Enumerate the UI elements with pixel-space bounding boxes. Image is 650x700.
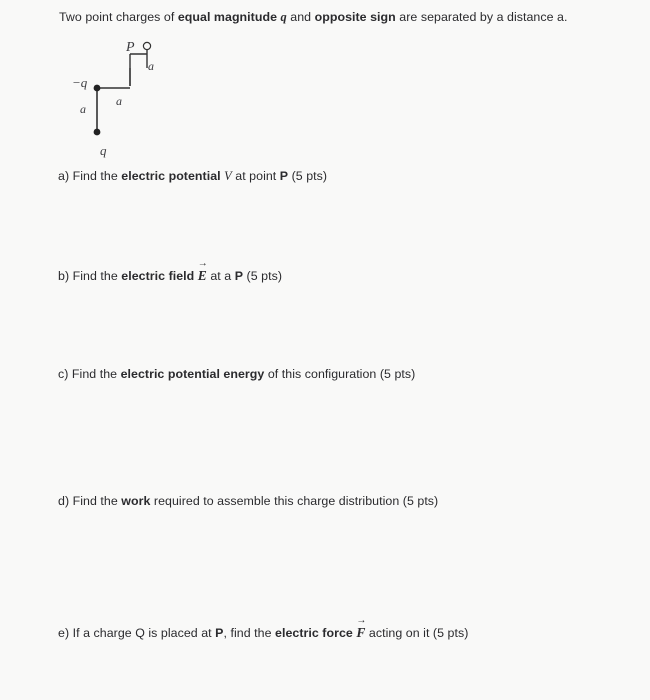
question-c-prefix: c) Find the: [58, 367, 121, 381]
label-a-left: a: [80, 102, 86, 116]
question-b-prefix: b) Find the: [58, 269, 122, 283]
intro-text-1: Two point charges of: [59, 10, 178, 24]
charge-positive-q: [94, 129, 101, 136]
question-b-vector-e: → E: [198, 268, 207, 283]
intro-text-2: and: [286, 10, 315, 24]
label-p: P: [126, 40, 135, 55]
question-d: [58, 494, 438, 508]
question-b-point: P: [234, 269, 244, 283]
question-e-middle: , find the: [223, 626, 276, 640]
question-b: [58, 268, 282, 284]
point-p-marker: [143, 42, 150, 49]
question-e-vector-f: → F: [356, 625, 365, 640]
question-c: [58, 367, 415, 381]
question-e: [58, 625, 468, 641]
intro-text-3: are separated by a distance a.: [395, 10, 568, 24]
question-d-bold: work: [121, 494, 151, 508]
label-a-right: a: [148, 59, 154, 73]
question-e-prefix: e) If a charge Q is placed at: [58, 626, 216, 640]
question-a-suffix: at point: [231, 169, 280, 183]
question-c-suffix: of this configuration (5 pts): [264, 367, 416, 381]
question-d-prefix: d) Find the: [58, 494, 122, 508]
question-b-suffix: at a: [206, 269, 235, 283]
intro-var-q: q: [280, 10, 287, 24]
label-q: q: [100, 143, 107, 158]
charge-negative-q: [94, 85, 101, 92]
question-c-bold: electric potential energy: [120, 367, 265, 381]
question-a-bold: electric potential: [121, 169, 225, 183]
question-e-point: P: [215, 626, 224, 640]
intro-bold-equal-magnitude: equal magnitude: [177, 10, 281, 24]
question-e-suffix: acting on it (5 pts): [365, 626, 469, 640]
question-a-point: P: [279, 169, 289, 183]
label-a-middle: a: [116, 94, 122, 108]
question-a-prefix: a) Find the: [58, 169, 122, 183]
question-a-points: (5 pts): [288, 169, 328, 183]
label-negative-q: −q: [72, 75, 88, 90]
intro-bold-opposite-sign: opposite sign: [314, 10, 396, 24]
question-a-var-v: V: [224, 169, 232, 183]
question-b-points: (5 pts): [243, 269, 283, 283]
question-d-suffix: required to assemble this charge distribution (5 pts): [150, 494, 439, 508]
question-b-bold: electric field: [121, 269, 198, 283]
question-a: [58, 169, 327, 184]
question-e-bold: electric force: [275, 626, 357, 640]
